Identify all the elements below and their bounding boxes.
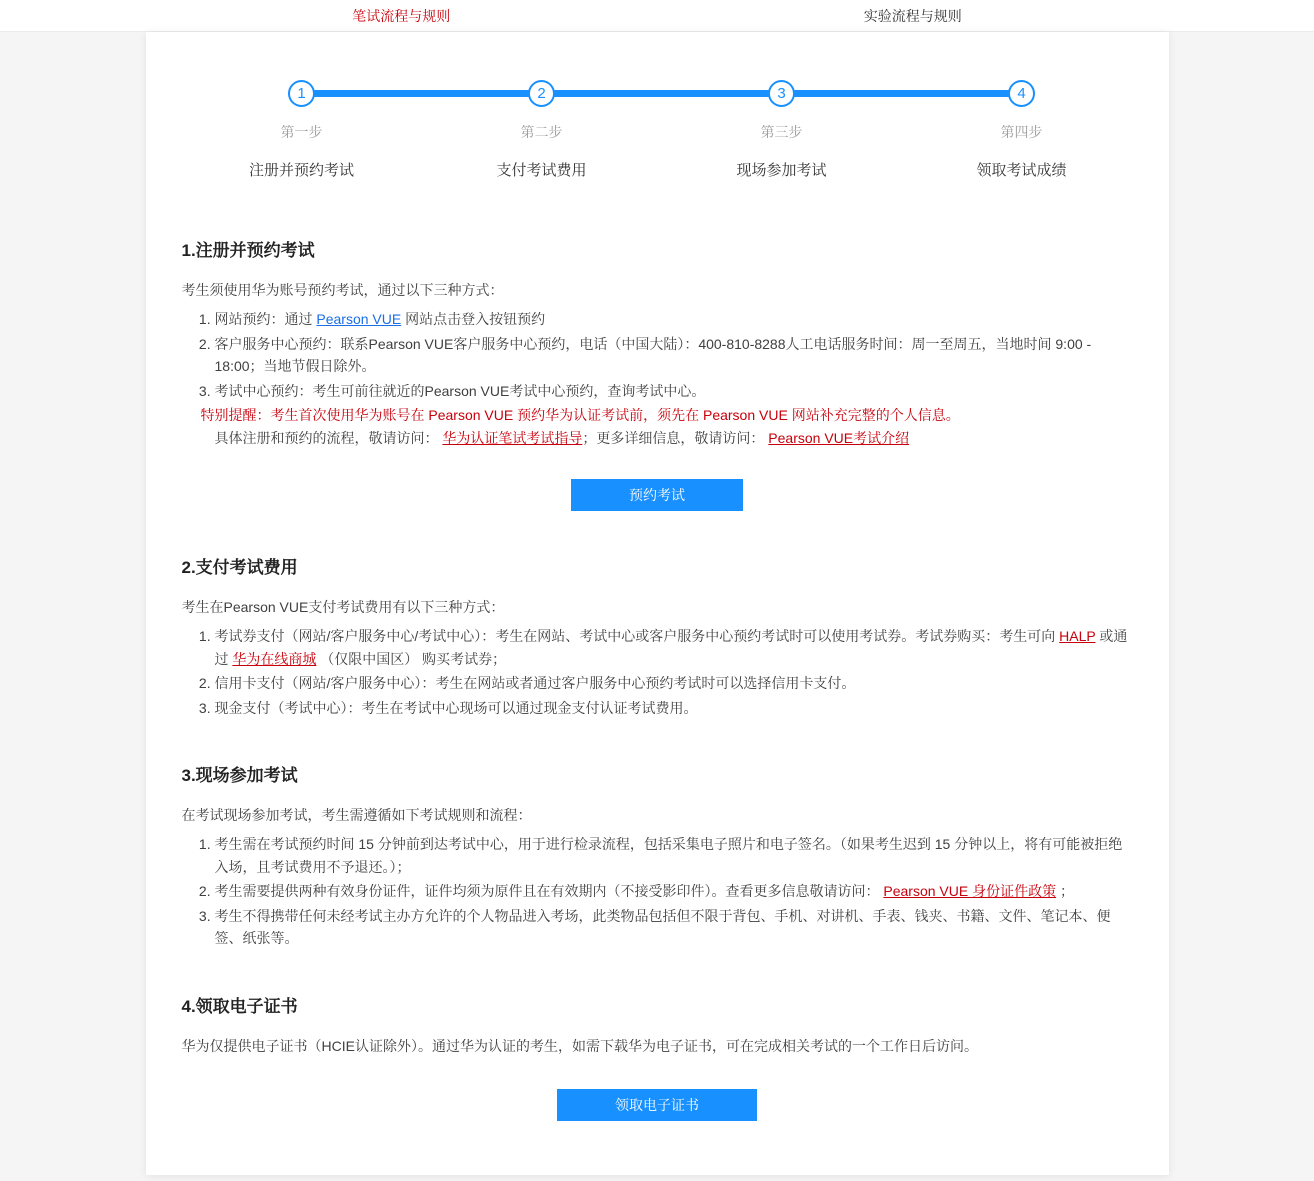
section-1-item-2: 2. 客户服务中心预约：联系Pearson VUE客户服务中心预约，电话（中国大陆）：400-810-8288人工电话服务时间：周一至周五，当地时间 9:00 - 18:00；当地节假日除外。 [215, 333, 1133, 378]
stepper-steps [182, 80, 1142, 180]
section-2-list [182, 625, 1133, 719]
tab-written-exam-rules[interactable]: 笔试流程与规则 [352, 7, 451, 24]
exam-process-stepper [182, 80, 1142, 180]
section-1-intro: 考生须使用华为账号预约考试，通过以下三种方式： [181, 282, 504, 298]
step-1-name: 注册并预约考试 [248, 162, 354, 179]
id-policy-link[interactable]: Pearson VUE 身份证件政策 [883, 883, 1057, 899]
step-1-label: 第一步 [280, 124, 323, 140]
section-1-item-3: 3. 考试中心预约：考生可前往就近的Pearson VUE考试中心预约，查询考试中心。 [215, 380, 1133, 403]
section-3-item-3: 3. 考生不得携带任何未经考试主办方允许的个人物品进入考场，此类物品包括但不限于背包、手机、对讲机、手表、钱夹、书籍、文件、笔记本、便签、纸张等。 [215, 905, 1133, 950]
item-text: 或通过 [214, 628, 1128, 667]
section-3-intro: 在考试现场参加考试，考生需遵循如下考试规则和流程： [181, 807, 532, 823]
step-2-circle: 2 [528, 80, 555, 107]
special-reminder-text: 特别提醒：考生首次使用华为账号在 Pearson VUE 预约华为认证考试前，须先在 Pearson VUE 网站补充完整的个人信息。 [200, 407, 960, 423]
registration-guide-line [182, 427, 1133, 450]
top-tab-bar [0, 0, 1314, 32]
section-2-item-1 [215, 625, 1133, 670]
step-2-label: 第二步 [520, 124, 563, 140]
pearson-vue-link[interactable]: Pearson VUE [316, 311, 402, 327]
section-3-title: 3.现场参加考试 [181, 766, 298, 785]
step-3 [662, 80, 902, 180]
pearson-vue-exam-intro-link[interactable]: Pearson VUE考试介绍 [768, 429, 910, 446]
section-1-list [182, 308, 1133, 402]
item-text: 网站预约：通过 [214, 311, 317, 327]
step-4-name: 领取考试成绩 [976, 162, 1067, 179]
tab-container [146, 0, 1169, 31]
book-exam-button[interactable]: 预约考试 [571, 479, 743, 511]
section-3-list [182, 833, 1133, 950]
section-1-title: 1.注册并预约考试 [181, 241, 315, 260]
section-2-item-2: 2. 信用卡支付（网站/客户服务中心）：考生在网站或者通过客户服务中心预约考试时可以选择信用卡支付。 [215, 672, 1133, 695]
get-ecert-button-row [182, 1089, 1133, 1121]
step-4 [902, 80, 1142, 180]
section-2-intro: 考生在Pearson VUE支付考试费用有以下三种方式： [181, 599, 505, 615]
main-content-card [146, 32, 1169, 1175]
section-3-item-1: 1. 考生需在考试预约时间 15 分钟前到达考试中心，用于进行检录流程，包括采集电子照片和电子签名。（如果考生迟到 15 分钟以上，将有可能被拒绝入场，且考试费用不予退还。）； [215, 833, 1133, 878]
get-ecert-button[interactable]: 领取电子证书 [557, 1089, 757, 1121]
item-text: （仅限中国区） 购买考试券； [316, 650, 507, 667]
item-text: 考试券支付（网站/客户服务中心/考试中心）：考生在网站、考试中心或客户服务中心预约考试时可以使用考试券。考试券购买：考生可向 [214, 628, 1060, 644]
halp-link[interactable]: HALP [1059, 628, 1096, 644]
section-2-title: 2.支付考试费用 [181, 558, 298, 577]
section-2-item-3: 3. 现金支付（考试中心）：考生在考试中心现场可以通过现金支付认证考试费用。 [215, 697, 1133, 720]
item-text: 网站点击登入按钮预约 [401, 311, 546, 327]
step-4-circle: 4 [1008, 80, 1035, 107]
item-text: ； [1056, 883, 1074, 899]
written-exam-guide-link[interactable]: 华为认证笔试考试指导 [442, 429, 583, 446]
tab-lab-exam-rules[interactable]: 实验流程与规则 [863, 7, 962, 24]
step-3-label: 第三步 [760, 124, 803, 140]
step-1-circle: 1 [288, 80, 315, 107]
step-2 [422, 80, 662, 180]
guide-text: ；更多详细信息，敬请访问： [582, 429, 769, 446]
step-3-name: 现场参加考试 [736, 162, 827, 179]
item-text: 考生需要提供两种有效身份证件，证件均须为原件且在有效期内（不接受影印件）。查看更多信息敬请访问： [214, 883, 884, 899]
section-1-item-1 [215, 308, 1133, 331]
sections-content [146, 236, 1169, 1121]
section-4-title: 4.领取电子证书 [181, 996, 298, 1016]
book-exam-button-row [182, 479, 1133, 511]
step-1 [182, 80, 422, 180]
section-4-intro: 华为仅提供电子证书（HCIE认证除外）。通过华为认证的考生，如需下载华为电子证书，可在完成相关考试的一个工作日后访问。 [181, 1037, 978, 1054]
step-2-name: 支付考试费用 [496, 162, 587, 179]
guide-text: 具体注册和预约的流程，敬请访问： [214, 429, 443, 446]
section-3-item-2 [215, 880, 1133, 903]
huawei-online-store-link[interactable]: 华为在线商城 [232, 650, 317, 667]
step-3-circle: 3 [768, 80, 795, 107]
step-4-label: 第四步 [1000, 124, 1043, 140]
